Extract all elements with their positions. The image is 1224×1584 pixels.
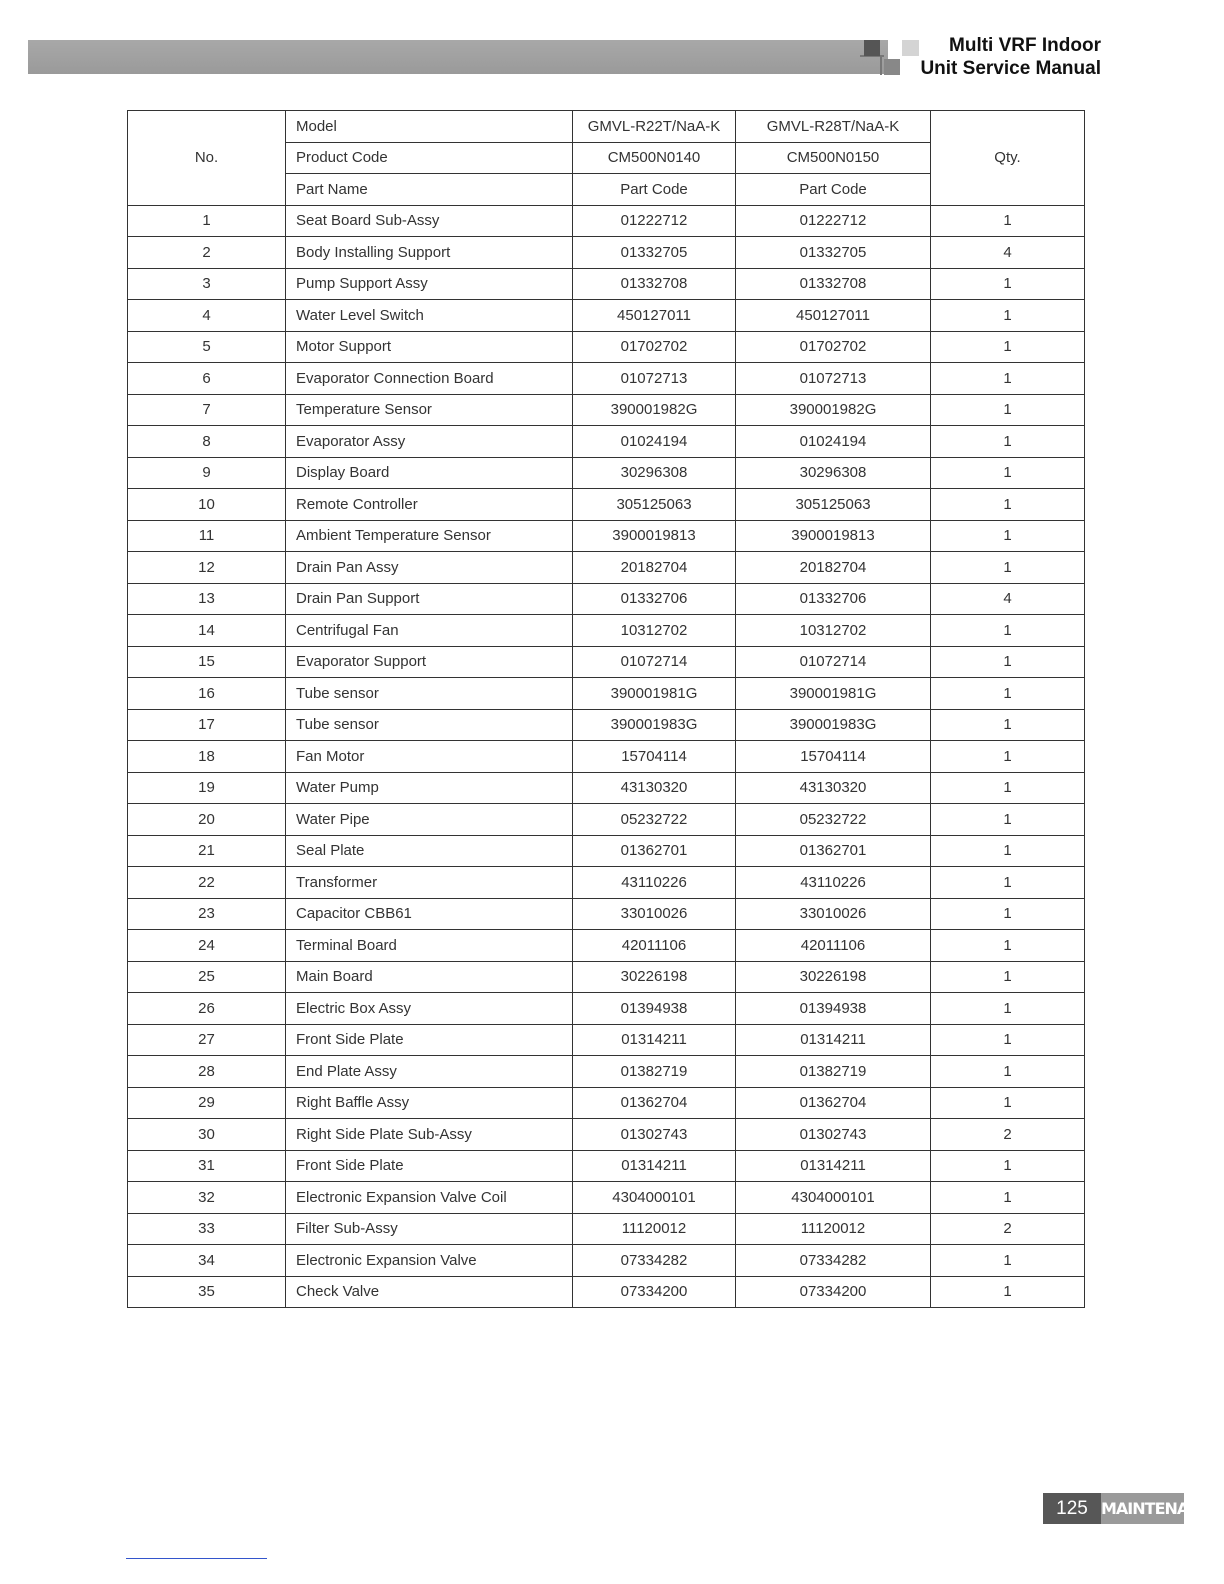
table-row	[128, 268, 1085, 300]
part-name-cell: Remote Controller	[286, 489, 573, 521]
part-code2-cell: 01362704	[736, 1087, 931, 1119]
part-code1-cell: 15704114	[573, 741, 736, 773]
qty-cell: 1	[931, 457, 1085, 489]
row-no-cell: 30	[128, 1119, 286, 1151]
header-bar	[28, 40, 888, 74]
qty-cell: 1	[931, 1276, 1085, 1308]
table-row	[128, 804, 1085, 836]
part-name-cell: Drain Pan Assy	[286, 552, 573, 584]
footer-link-underline	[126, 1558, 267, 1559]
table-row	[128, 615, 1085, 647]
part-code2-cell: 30296308	[736, 457, 931, 489]
part-code2-cell: 42011106	[736, 930, 931, 962]
qty-cell: 2	[931, 1119, 1085, 1151]
qty-cell: 1	[931, 804, 1085, 836]
row-no-cell: 4	[128, 300, 286, 332]
row-no-cell: 2	[128, 237, 286, 269]
part-name-cell: Fan Motor	[286, 741, 573, 773]
header-square-icon	[884, 59, 900, 75]
part-name-cell: Pump Support Assy	[286, 268, 573, 300]
qty-cell: 1	[931, 678, 1085, 710]
part-name-cell: Tube sensor	[286, 678, 573, 710]
part-code1-cell: 10312702	[573, 615, 736, 647]
table-row	[128, 867, 1085, 899]
qty-cell: 2	[931, 1213, 1085, 1245]
part-code1-cell: 20182704	[573, 552, 736, 584]
qty-cell: 1	[931, 898, 1085, 930]
table-row	[128, 1087, 1085, 1119]
part-name-cell: Body Installing Support	[286, 237, 573, 269]
header-square-icon	[864, 40, 880, 56]
row-no-cell: 6	[128, 363, 286, 395]
table-row	[128, 489, 1085, 521]
part-code1-cell: 01072713	[573, 363, 736, 395]
part-code1-cell: 01024194	[573, 426, 736, 458]
qty-cell: 1	[931, 426, 1085, 458]
part-code2-cell: 305125063	[736, 489, 931, 521]
table-row	[128, 1056, 1085, 1088]
part-name-cell: Motor Support	[286, 331, 573, 363]
part-code2-cell: 10312702	[736, 615, 931, 647]
model-col2: GMVL-R28T/NaA-K	[736, 111, 931, 143]
part-code2-cell: 07334282	[736, 1245, 931, 1277]
table-row	[128, 1024, 1085, 1056]
table-row	[128, 1245, 1085, 1277]
part-name-cell: Water Level Switch	[286, 300, 573, 332]
product-code-label: Product Code	[286, 142, 573, 174]
part-code1-cell: 01332708	[573, 268, 736, 300]
header-decoration-line	[880, 57, 882, 75]
table-row	[128, 331, 1085, 363]
part-code1-cell: 01314211	[573, 1150, 736, 1182]
part-name-cell: Evaporator Connection Board	[286, 363, 573, 395]
parts-table-body	[128, 111, 1085, 1308]
table-row	[128, 520, 1085, 552]
part-name-cell: Water Pipe	[286, 804, 573, 836]
part-code1-cell: 01362704	[573, 1087, 736, 1119]
qty-cell: 1	[931, 1056, 1085, 1088]
part-code2-cell: 05232722	[736, 804, 931, 836]
part-code1-cell: 43110226	[573, 867, 736, 899]
no-column-header: No.	[128, 111, 286, 206]
manual-title	[920, 34, 1101, 80]
row-no-cell: 34	[128, 1245, 286, 1277]
table-row	[128, 898, 1085, 930]
row-no-cell: 27	[128, 1024, 286, 1056]
part-code1-cell: 43130320	[573, 772, 736, 804]
part-code2-cell: 01302743	[736, 1119, 931, 1151]
qty-cell: 1	[931, 1150, 1085, 1182]
row-no-cell: 18	[128, 741, 286, 773]
qty-cell: 1	[931, 835, 1085, 867]
row-no-cell: 15	[128, 646, 286, 678]
row-no-cell: 33	[128, 1213, 286, 1245]
part-code1-cell: 01222712	[573, 205, 736, 237]
part-code2-cell: 01362701	[736, 835, 931, 867]
row-no-cell: 11	[128, 520, 286, 552]
qty-column-header: Qty.	[931, 111, 1085, 206]
table-header-row-model	[128, 111, 1085, 143]
part-name-cell: Evaporator Support	[286, 646, 573, 678]
part-code2-cell: 3900019813	[736, 520, 931, 552]
part-code1-cell: 07334282	[573, 1245, 736, 1277]
row-no-cell: 8	[128, 426, 286, 458]
part-code2-cell: 390001983G	[736, 709, 931, 741]
part-name-cell: Capacitor CBB61	[286, 898, 573, 930]
part-name-cell: Tube sensor	[286, 709, 573, 741]
row-no-cell: 24	[128, 930, 286, 962]
qty-cell: 1	[931, 772, 1085, 804]
part-code1-cell: 01072714	[573, 646, 736, 678]
part-code1-cell: 01332705	[573, 237, 736, 269]
row-no-cell: 28	[128, 1056, 286, 1088]
table-row	[128, 961, 1085, 993]
table-row	[128, 993, 1085, 1025]
manual-title-line1: Multi VRF Indoor	[949, 35, 1101, 56]
table-row	[128, 1276, 1085, 1308]
table-row	[128, 552, 1085, 584]
qty-cell: 1	[931, 394, 1085, 426]
part-code1-cell: 01702702	[573, 331, 736, 363]
manual-title-line2: Unit Service Manual	[920, 58, 1101, 79]
part-code1-cell: 01332706	[573, 583, 736, 615]
part-code2-cell: 01332705	[736, 237, 931, 269]
part-code2-cell: 4304000101	[736, 1182, 931, 1214]
product-code-col1: CM500N0140	[573, 142, 736, 174]
qty-cell: 1	[931, 930, 1085, 962]
table-row	[128, 835, 1085, 867]
part-name-cell: Evaporator Assy	[286, 426, 573, 458]
part-code2-cell: 01702702	[736, 331, 931, 363]
parts-table	[127, 110, 1085, 1308]
part-code2-cell: 01314211	[736, 1024, 931, 1056]
qty-cell: 1	[931, 552, 1085, 584]
qty-cell: 1	[931, 741, 1085, 773]
table-row	[128, 457, 1085, 489]
row-no-cell: 20	[128, 804, 286, 836]
part-name-cell: Main Board	[286, 961, 573, 993]
part-name-cell: Filter Sub-Assy	[286, 1213, 573, 1245]
part-code2-cell: 390001982G	[736, 394, 931, 426]
part-code2-cell: 01072714	[736, 646, 931, 678]
table-row	[128, 1150, 1085, 1182]
part-code1-cell: 07334200	[573, 1276, 736, 1308]
part-code-col1: Part Code	[573, 174, 736, 206]
qty-cell: 1	[931, 205, 1085, 237]
part-code2-cell: 01072713	[736, 363, 931, 395]
part-name-cell: Display Board	[286, 457, 573, 489]
qty-cell: 1	[931, 1024, 1085, 1056]
part-code1-cell: 01382719	[573, 1056, 736, 1088]
part-code2-cell: 11120012	[736, 1213, 931, 1245]
part-code2-cell: 01332708	[736, 268, 931, 300]
table-row	[128, 772, 1085, 804]
table-row	[128, 1182, 1085, 1214]
model-col1: GMVL-R22T/NaA-K	[573, 111, 736, 143]
part-code1-cell: 01314211	[573, 1024, 736, 1056]
part-code1-cell: 30296308	[573, 457, 736, 489]
row-no-cell: 29	[128, 1087, 286, 1119]
part-code1-cell: 450127011	[573, 300, 736, 332]
part-code2-cell: 43130320	[736, 772, 931, 804]
row-no-cell: 1	[128, 205, 286, 237]
qty-cell: 1	[931, 615, 1085, 647]
page-number: 125	[1043, 1493, 1101, 1524]
qty-cell: 1	[931, 300, 1085, 332]
table-row	[128, 363, 1085, 395]
qty-cell: 1	[931, 1182, 1085, 1214]
qty-cell: 1	[931, 1087, 1085, 1119]
row-no-cell: 3	[128, 268, 286, 300]
row-no-cell: 23	[128, 898, 286, 930]
part-code2-cell: 450127011	[736, 300, 931, 332]
part-code2-cell: 01314211	[736, 1150, 931, 1182]
qty-cell: 1	[931, 331, 1085, 363]
part-name-cell: Seal Plate	[286, 835, 573, 867]
part-code1-cell: 3900019813	[573, 520, 736, 552]
row-no-cell: 7	[128, 394, 286, 426]
part-code1-cell: 305125063	[573, 489, 736, 521]
part-name-cell: Temperature Sensor	[286, 394, 573, 426]
model-label: Model	[286, 111, 573, 143]
row-no-cell: 13	[128, 583, 286, 615]
part-name-cell: Ambient Temperature Sensor	[286, 520, 573, 552]
table-row	[128, 394, 1085, 426]
part-name-cell: Centrifugal Fan	[286, 615, 573, 647]
table-row	[128, 709, 1085, 741]
table-row	[128, 1119, 1085, 1151]
qty-cell: 1	[931, 363, 1085, 395]
table-row	[128, 930, 1085, 962]
table-row	[128, 741, 1085, 773]
qty-cell: 1	[931, 489, 1085, 521]
part-code1-cell: 390001981G	[573, 678, 736, 710]
row-no-cell: 25	[128, 961, 286, 993]
part-name-cell: Check Valve	[286, 1276, 573, 1308]
qty-cell: 1	[931, 646, 1085, 678]
part-code2-cell: 01024194	[736, 426, 931, 458]
row-no-cell: 12	[128, 552, 286, 584]
part-name-cell: End Plate Assy	[286, 1056, 573, 1088]
row-no-cell: 5	[128, 331, 286, 363]
qty-cell: 1	[931, 867, 1085, 899]
part-name-cell: Electronic Expansion Valve Coil	[286, 1182, 573, 1214]
part-name-cell: Water Pump	[286, 772, 573, 804]
row-no-cell: 35	[128, 1276, 286, 1308]
part-name-cell: Front Side Plate	[286, 1150, 573, 1182]
part-name-cell: Electronic Expansion Valve	[286, 1245, 573, 1277]
part-code2-cell: 01332706	[736, 583, 931, 615]
row-no-cell: 17	[128, 709, 286, 741]
table-row	[128, 646, 1085, 678]
part-code-col2: Part Code	[736, 174, 931, 206]
part-code2-cell: 01222712	[736, 205, 931, 237]
qty-cell: 1	[931, 520, 1085, 552]
header-square-icon	[902, 40, 919, 56]
qty-cell: 1	[931, 709, 1085, 741]
product-code-col2: CM500N0150	[736, 142, 931, 174]
table-row	[128, 426, 1085, 458]
part-name-cell: Right Side Plate Sub-Assy	[286, 1119, 573, 1151]
row-no-cell: 26	[128, 993, 286, 1025]
qty-cell: 1	[931, 961, 1085, 993]
part-code1-cell: 390001983G	[573, 709, 736, 741]
qty-cell: 1	[931, 268, 1085, 300]
row-no-cell: 32	[128, 1182, 286, 1214]
part-name-cell: Drain Pan Support	[286, 583, 573, 615]
part-code1-cell: 01302743	[573, 1119, 736, 1151]
qty-cell: 1	[931, 1245, 1085, 1277]
part-code2-cell: 390001981G	[736, 678, 931, 710]
row-no-cell: 10	[128, 489, 286, 521]
part-code2-cell: 33010026	[736, 898, 931, 930]
section-label: MAINTENANCE	[1101, 1493, 1184, 1524]
part-code1-cell: 42011106	[573, 930, 736, 962]
row-no-cell: 9	[128, 457, 286, 489]
qty-cell: 1	[931, 993, 1085, 1025]
table-row	[128, 300, 1085, 332]
part-code2-cell: 20182704	[736, 552, 931, 584]
part-code1-cell: 390001982G	[573, 394, 736, 426]
part-code1-cell: 01394938	[573, 993, 736, 1025]
part-name-cell: Front Side Plate	[286, 1024, 573, 1056]
part-code2-cell: 43110226	[736, 867, 931, 899]
part-name-cell: Transformer	[286, 867, 573, 899]
table-row	[128, 1213, 1085, 1245]
part-name-cell: Right Baffle Assy	[286, 1087, 573, 1119]
part-code1-cell: 05232722	[573, 804, 736, 836]
part-code2-cell: 01382719	[736, 1056, 931, 1088]
part-name-cell: Seat Board Sub-Assy	[286, 205, 573, 237]
part-code1-cell: 11120012	[573, 1213, 736, 1245]
part-name-cell: Terminal Board	[286, 930, 573, 962]
row-no-cell: 14	[128, 615, 286, 647]
part-code2-cell: 01394938	[736, 993, 931, 1025]
row-no-cell: 22	[128, 867, 286, 899]
table-row	[128, 205, 1085, 237]
qty-cell: 4	[931, 237, 1085, 269]
row-no-cell: 21	[128, 835, 286, 867]
part-code2-cell: 15704114	[736, 741, 931, 773]
table-row	[128, 237, 1085, 269]
part-code1-cell: 30226198	[573, 961, 736, 993]
part-code1-cell: 33010026	[573, 898, 736, 930]
part-name-label: Part Name	[286, 174, 573, 206]
table-row	[128, 583, 1085, 615]
part-name-cell: Electric Box Assy	[286, 993, 573, 1025]
part-code2-cell: 30226198	[736, 961, 931, 993]
row-no-cell: 19	[128, 772, 286, 804]
part-code2-cell: 07334200	[736, 1276, 931, 1308]
part-code1-cell: 4304000101	[573, 1182, 736, 1214]
row-no-cell: 16	[128, 678, 286, 710]
row-no-cell: 31	[128, 1150, 286, 1182]
qty-cell: 4	[931, 583, 1085, 615]
part-code1-cell: 01362701	[573, 835, 736, 867]
table-row	[128, 678, 1085, 710]
